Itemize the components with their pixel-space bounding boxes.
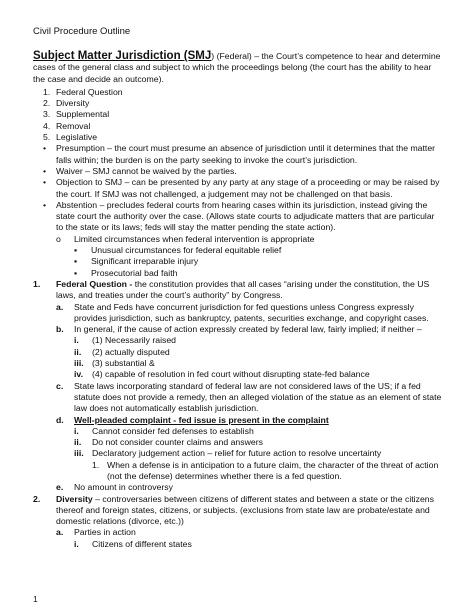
document-body xyxy=(33,51,443,550)
document-header: Civil Procedure Outline xyxy=(33,26,131,37)
list-item: 1. When a defense is in anticipation to a future claim, the character of the threat of action (not the defense) determines whether there is a fed question. xyxy=(92,459,439,481)
list-item: 3. Supplemental xyxy=(43,109,110,120)
sub-bullet-item: o Limited circumstances when federal intervention is appropriate xyxy=(56,233,315,244)
bullet-item: • Objection to SMJ – can be presented by any party at any stage of a proceeding or may be raised by the court. If SMJ was not challenged, a judgement may not be challenged on that basis. xyxy=(43,177,440,199)
list-item: i. Cannot consider fed defenses to establish xyxy=(74,425,254,436)
bullet-item: • Waiver – SMJ cannot be waived by the parties. xyxy=(43,165,237,176)
smj-definition: ) (Federal) – the Court’s competence to hear and determine cases of the general class and subject to which the proceedings belong (the court has the ability to hear the case and decide an outcome). xyxy=(33,51,441,84)
list-item: 5. Legislative xyxy=(43,132,98,143)
list-item: i. (1) Necessarily raised xyxy=(74,335,177,346)
bullet-item: • Abstention – precludes federal courts from hearing cases within its jurisdiction, instead giving the state court the authority over the case. (Allows state courts to adjudicate matters that are particular to the state or its laws; feds will stay the matter pending the state action). xyxy=(43,199,435,233)
list-item: 2. Diversity xyxy=(43,98,90,109)
list-item: iii. (3) substantial & xyxy=(74,358,155,369)
list-item: 4. Removal xyxy=(43,120,91,131)
smj-heading: Subject Matter Jurisdiction (SMJ xyxy=(33,50,212,62)
diversity-label: Diversity xyxy=(56,493,93,504)
square-bullet-item: ▪ Prosecutorial bad faith xyxy=(74,267,178,278)
bullet-item: • Presumption – the court must presume an absence of jurisdiction until it determines that the matter falls within; the burden is on the party seeking to invoke the court’s jurisdiction. xyxy=(43,143,436,165)
square-bullet-item: ▪ Significant irreparable injury xyxy=(74,256,199,267)
list-item: e. No amount in controversy xyxy=(56,482,173,493)
list-item: 1. Federal Question xyxy=(43,86,123,97)
well-pleaded-complaint-heading: Well-pleaded complaint - fed issue is present in the complaint xyxy=(74,414,329,425)
list-item: i. Citizens of different states xyxy=(74,538,192,549)
list-item: ii. (2) actually disputed xyxy=(74,346,170,357)
list-item: b. In general, if the cause of action expressly created by federal law, fairly implied; if neither – xyxy=(56,324,422,335)
list-item: c. State laws incorporating standard of federal law are not considered laws of the US; if a fed statute does not provide a remedy, then an alleged violation of the statue as an element of state law does not automatically establish jurisdiction. xyxy=(56,380,442,414)
list-item: a. State and Feds have concurrent jurisdiction for fed questions unless Congress expressly provides jurisdiction, such as bankruptcy, patents, securities exchange, and copyright cases. xyxy=(56,301,429,323)
square-bullet-item: ▪ Unusual circumstances for federal equitable relief xyxy=(74,245,282,256)
list-item: iii. Declaratory judgement action – relief for future action to resolve uncertainty xyxy=(74,448,382,459)
list-item: ii. Do not consider counter claims and answers xyxy=(74,437,263,448)
list-item: d. Well-pleaded complaint - fed issue is present in the complaint xyxy=(56,415,443,426)
smj-heading-paragraph xyxy=(33,51,443,85)
page-number: 1 xyxy=(33,594,38,604)
diversity-item: 2. Diversity – controversaries between citizens of different states and between a state or the citizens thereof and foreign states, citizens, or subjects. (exclusions from state law are probate/estate and domestic relations (divorce, etc.)) xyxy=(33,493,434,527)
list-item: iv. (4) capable of resolution in fed court without disrupting state-fed balance xyxy=(74,369,370,380)
federal-question-label: Federal Question - xyxy=(56,278,133,289)
list-item: a. Parties in action xyxy=(56,527,136,538)
federal-question-item: 1. Federal Question - the constitution provides that all cases “arising under the constitution, the US laws, and treaties under the court’s authority” by Congress. xyxy=(33,278,430,301)
